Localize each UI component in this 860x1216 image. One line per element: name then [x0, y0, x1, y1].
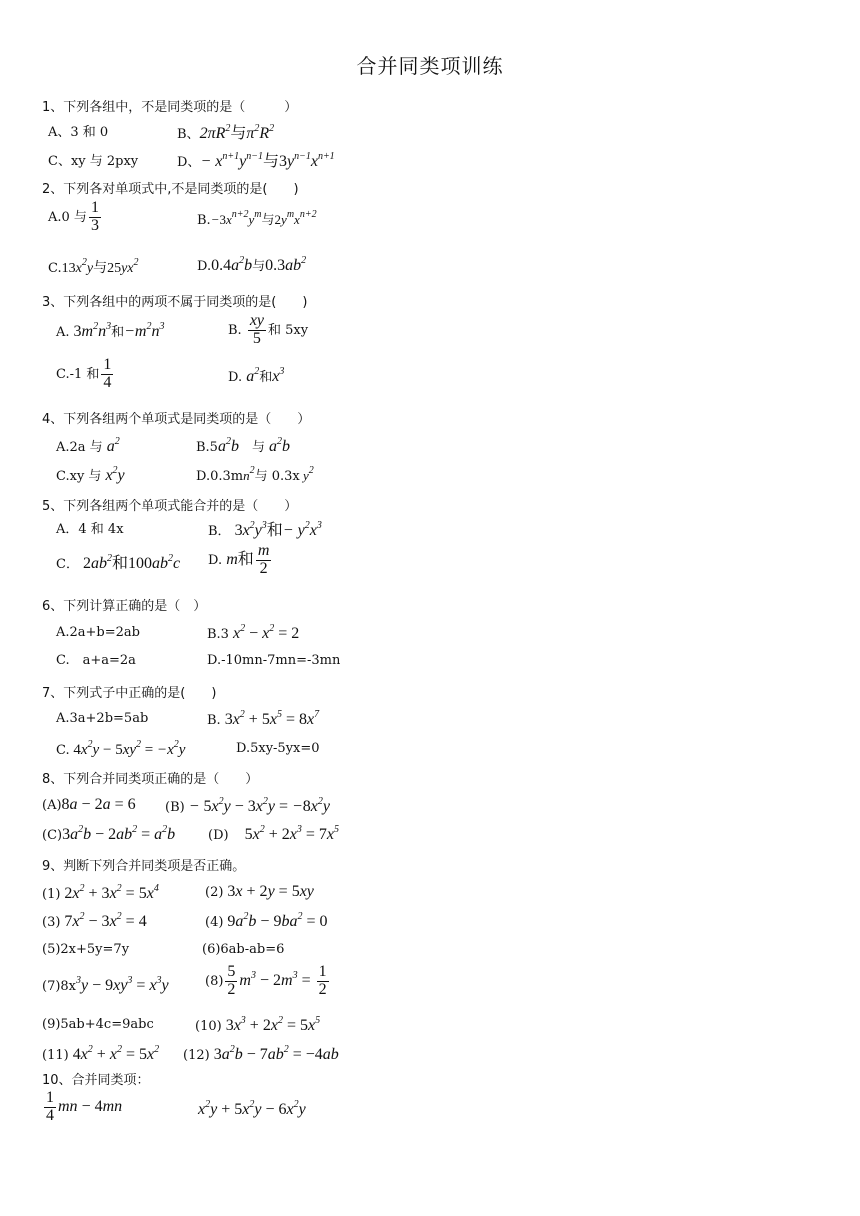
q2-option-b: $B.-3x^{n+2}y^m$与$2y^mx^{n+2}$ — [197, 209, 317, 228]
question-7-stem: 7、下列式子中正确的是( ) — [42, 686, 217, 701]
q6-option-c: C. a+a=2a — [56, 653, 136, 668]
q3-option-d: D. $a^2$和$x^3$ — [228, 366, 285, 385]
q2-option-c: $C.13x^2y$与$25yx^2$ — [48, 257, 139, 276]
q1-option-b: B、$2\pi R^2$与$\pi^2R^2$ — [177, 123, 275, 142]
q2-option-a: A.0 与 $\frac{1}{3}$ — [48, 199, 99, 234]
q8-option-d: (D) $5x^2 + 2x^3 = 7x^5$ — [208, 824, 339, 843]
q9-item-7: $(7)8x^3y - 9xy^3 = x^3y$ — [42, 975, 169, 994]
q4-option-b: $B.5a^2b$ 与 $a^2b$ — [196, 436, 290, 455]
q8-option-b: $(B) - 5x^2y - 3x^2y = -8x^2y$ — [165, 796, 331, 815]
q9-item-10: (10) $3x^3 + 2x^2 = 5x^5$ — [195, 1015, 321, 1034]
q9-item-2: (2) 3x + 2y = 5xy — [205, 883, 314, 900]
q4-option-d: $D.0.3mn^2$与 0.3x $y^2$ — [196, 465, 314, 484]
q9-item-11: (11) $4x^2 + x^2 = 5x^2$ — [42, 1044, 160, 1063]
question-9-stem: 9、判断下列合并同类项是否正确。 — [42, 859, 246, 874]
question-2-stem: 2、下列各对单项式中,不是同类项的是( ) — [42, 182, 299, 197]
q10-item-2: $x^2y + 5x^2y - 6x^2y$ — [198, 1099, 306, 1118]
page-title: 合并同类项训练 — [356, 54, 504, 78]
q9-item-9: (9)5ab+4c=9abc — [42, 1017, 154, 1032]
question-8-stem: 8、下列合并同类项正确的是（ ） — [42, 772, 259, 787]
q5-option-a: A．4 和 4x — [56, 522, 124, 537]
q7-option-c: C. $4x^2y - 5xy^2 = -x^2y$ — [56, 739, 186, 758]
question-5-stem: 5、下列各组两个单项式能合并的是（ ） — [42, 499, 298, 514]
q9-item-1: (1) $2x^2 + 3x^2 = 5x^4$ — [42, 883, 159, 902]
q8-option-a: (A)8a − 2a = 6 — [42, 796, 136, 813]
q9-item-6: (6)6ab-ab=6 — [202, 942, 285, 957]
question-1-stem: 1、下列各组中，不是同类项的是（ ） — [42, 100, 298, 115]
q9-item-12: (12) $3a^2b - 7ab^2 = -4ab$ — [183, 1044, 339, 1063]
q9-item-4: (4) $9a^2b - 9ba^2 = 0$ — [205, 911, 328, 930]
q7-option-a: A.3a+2b=5ab — [56, 711, 149, 726]
question-10-stem: 10、合并同类项： — [42, 1073, 150, 1088]
q2-option-d: $D.0.4a^2b$与$0.3ab^2$ — [197, 255, 307, 274]
q1-option-d: D、− $x^{n+1}y^{n-1}$与$3y^{n-1}x^{n+1}$ — [177, 151, 335, 170]
q4-option-c: C.xy 与 $x^2y$ — [56, 465, 125, 484]
q9-item-5: (5)2x+5y=7y — [42, 942, 130, 957]
q6-option-a: A.2a+b=2ab — [56, 625, 140, 640]
q4-option-a: A.2a 与 $a^2$ — [56, 436, 120, 455]
q7-option-b: B. $3x^2 + 5x^5 = 8x^7$ — [207, 709, 320, 728]
question-3-stem: 3、下列各组中的两项不属于同类项的是( ) — [42, 295, 308, 310]
q9-item-3: (3) $7x^2 - 3x^2 = 4$ — [42, 911, 147, 930]
q3-option-c: C.-1 和 $\frac{1}{4}$ — [56, 356, 112, 391]
q5-option-c: C． $2ab^2$和$100ab^2c$ — [56, 553, 181, 572]
q8-option-c: $(C)3a^2b - 2ab^2 = a^2b$ — [42, 824, 176, 843]
q6-option-b: B.3 $x^2 - x^2 = 2$ — [207, 623, 300, 642]
question-4-stem: 4、下列各组两个单项式是同类项的是（ ） — [42, 412, 311, 427]
q6-option-d: D.-10mn-7mn=-3mn — [207, 653, 341, 668]
q7-option-d: D.5xy-5yx=0 — [236, 741, 320, 756]
q1-option-c: C、xy 与 2pxy — [48, 154, 139, 169]
q3-option-a: A. $3m^2n^3$和$-m^2n^3$ — [56, 321, 165, 340]
q10-item-1: $\frac{1}{4}$ mn − 4mn — [46, 1089, 123, 1124]
question-6-stem: 6、下列计算正确的是（ ） — [42, 599, 207, 614]
q3-option-b: B. $\frac{xy}{5}$ 和 5xy — [228, 312, 309, 347]
q5-option-d: D. m和 $\frac{m}{2}$ — [208, 542, 270, 577]
q9-item-8: (8) $\frac{5}{2}$ $m^3 - 2m^3$ = $\frac{1}{2}$ — [205, 963, 327, 998]
q5-option-b: B． $3x^2y^3$和− $y^2x^3$ — [208, 520, 322, 539]
q1-option-a: A、3 和 0 — [48, 125, 109, 140]
